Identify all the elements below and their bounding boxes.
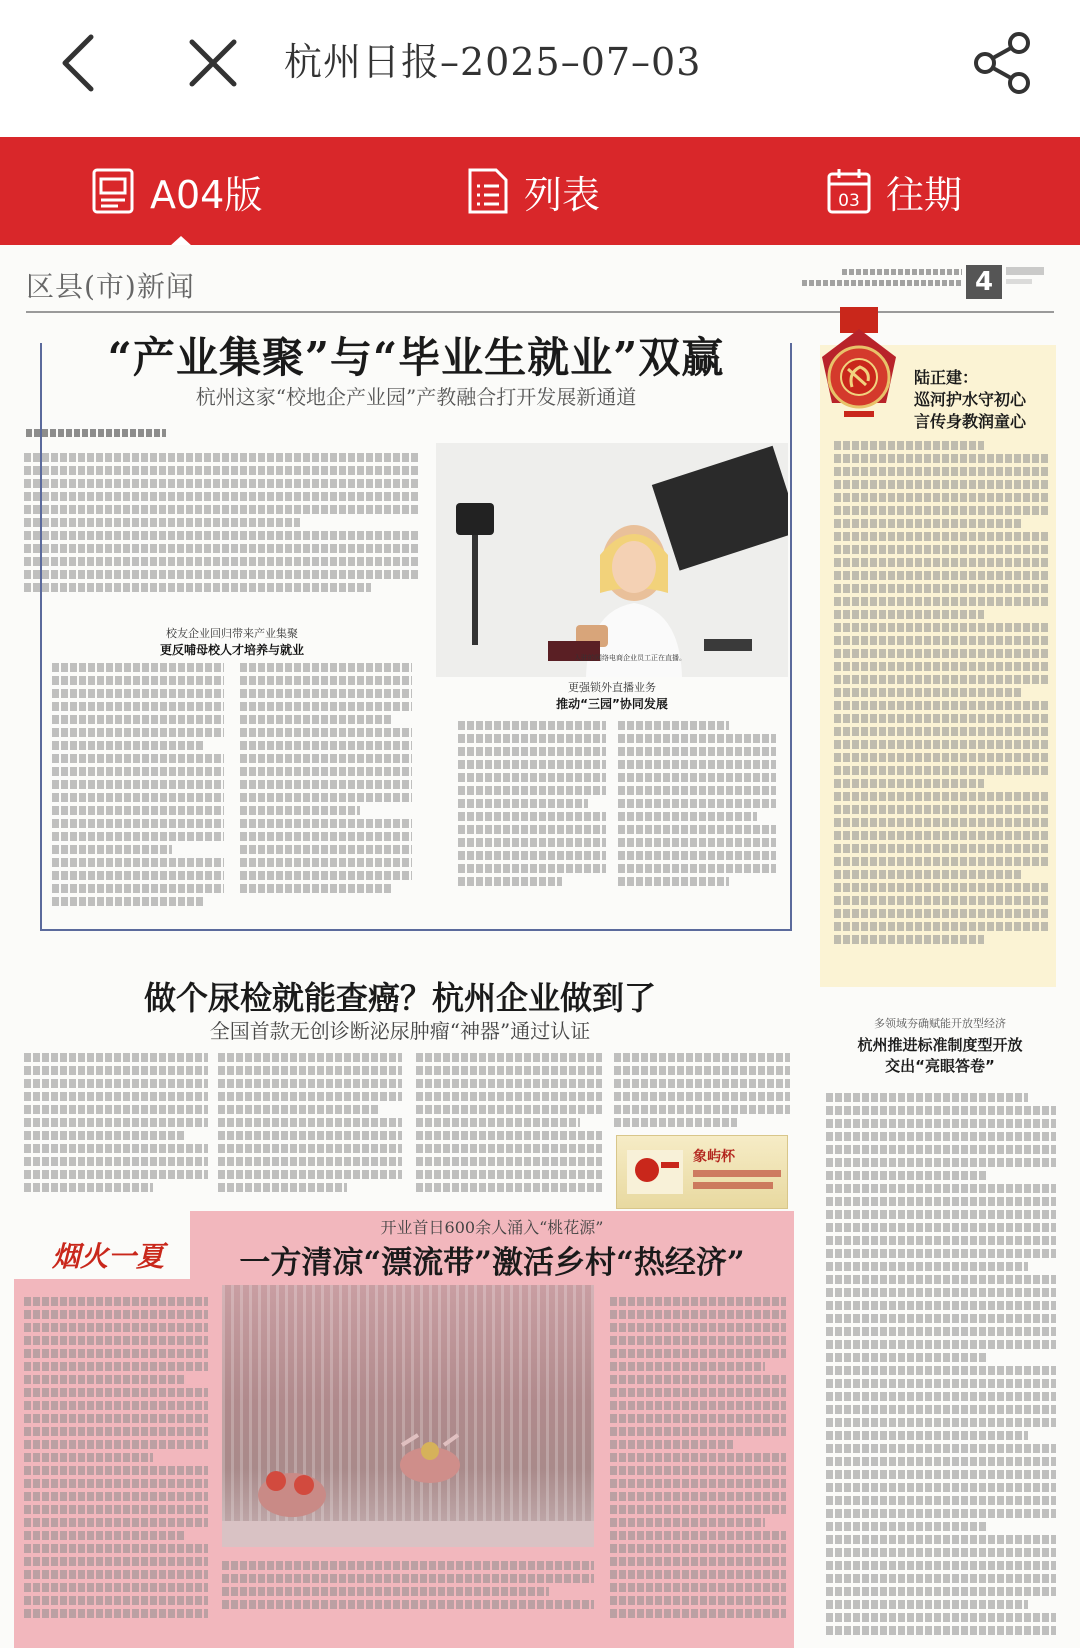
tab-list[interactable] xyxy=(466,137,600,245)
article-3-column-2 xyxy=(610,1297,786,1643)
article-1-subtitle: 杭州这家“校地企产业园”产教融合打开发展新通道 xyxy=(195,385,637,409)
article-1-column-2 xyxy=(240,663,412,923)
article-2-subtitle: 全国首款无创诊断泌尿肿瘤“神器”通过认证 xyxy=(209,1019,591,1043)
sidebar-2-body-text xyxy=(826,1093,1056,1648)
rafting-photo-illustration xyxy=(222,1285,594,1547)
close-button[interactable] xyxy=(178,28,248,98)
article-1-column-4 xyxy=(618,721,776,921)
article-1-column-1 xyxy=(52,663,224,923)
page-meta xyxy=(802,269,962,286)
subhead-2-line-2: 推动“三园”协同发展 xyxy=(556,697,668,711)
article-1-lead-text xyxy=(24,453,418,609)
sidebar-2-subtitle: 多领域夯确赋能开放型经济 xyxy=(874,1017,1006,1030)
article-1-photo-caption: 入驻的网络电商企业员工正在直播。 xyxy=(574,654,686,662)
list-icon xyxy=(466,166,510,216)
article-3-headline[interactable]: 一方清凉“漂流带”激活乡村“热经济” xyxy=(239,1245,745,1281)
article-3-column-1 xyxy=(24,1297,208,1643)
article-2-column-3 xyxy=(416,1053,602,1201)
livestream-photo-illustration xyxy=(436,443,788,677)
newspaper-page-icon xyxy=(90,167,136,215)
article-1-photo[interactable] xyxy=(436,443,788,677)
share-button[interactable] xyxy=(968,28,1038,98)
close-icon xyxy=(188,38,238,88)
tab-past-issues[interactable] xyxy=(826,137,962,245)
subhead-2-line-1: 更强锁外直播业务 xyxy=(568,681,656,694)
masthead-mini xyxy=(1006,267,1054,284)
advertisement-banner[interactable] xyxy=(616,1135,788,1209)
ad-title: 象屿杯 xyxy=(693,1149,735,1165)
section-name: 区县(市)新闻 xyxy=(26,270,195,303)
back-arrow-icon xyxy=(59,33,99,93)
article-2-column-4 xyxy=(614,1053,790,1131)
article-3-photo-caption-text xyxy=(222,1561,594,1621)
share-icon xyxy=(971,31,1035,95)
tab-past-label: 往期 xyxy=(886,172,963,217)
tab-list-label: 列表 xyxy=(524,172,601,217)
article-1-headline[interactable]: “产业集聚”与“毕业生就业”双赢 xyxy=(107,333,725,382)
article-1-column-3 xyxy=(458,721,606,921)
ad-logo-icon xyxy=(627,1150,683,1194)
article-1-byline xyxy=(26,429,166,437)
sidebar-body-text xyxy=(834,441,1048,981)
calendar-icon xyxy=(826,166,872,216)
tab-edition-label: A04版 xyxy=(150,172,263,217)
article-2-column-2 xyxy=(218,1053,402,1201)
tab-edition[interactable] xyxy=(90,137,262,245)
sidebar-2-title[interactable]: 杭州推进标准制度型开放 交出“亮眼答卷” xyxy=(857,1036,1023,1075)
sidebar-title: 陆正建： 巡河护水守初心 言传身教润童心 xyxy=(914,368,1027,431)
edition-tab-bar xyxy=(0,137,1080,245)
svg-text:03: 03 xyxy=(838,191,860,211)
newspaper-page[interactable] xyxy=(0,245,1080,1648)
top-navigation-bar xyxy=(0,0,1080,137)
back-button[interactable] xyxy=(44,28,114,98)
party-emblem-medal-icon xyxy=(814,307,904,443)
page-number: 4 xyxy=(966,265,1002,299)
article-3-waterfall-photo[interactable] xyxy=(222,1285,594,1547)
subhead-1-line-1: 校友企业回归带来产业集聚 xyxy=(166,627,298,640)
article-1-subhead-2 xyxy=(500,679,724,712)
article-1-subhead-1 xyxy=(120,625,344,658)
article-2-headline[interactable]: 做个尿检就能查癌？杭州企业做到了 xyxy=(143,979,656,1017)
page-title: 杭州日报–2025–07–03 xyxy=(284,40,702,84)
article-2-column-1 xyxy=(24,1053,208,1201)
article-3-kicker: 开业首日600余人涌入“桃花源” xyxy=(380,1218,604,1237)
subhead-1-line-2: 更反哺母校人才培养与就业 xyxy=(159,643,304,657)
column-tag: 烟火一夏 xyxy=(52,1240,165,1273)
page-header xyxy=(26,253,1054,313)
